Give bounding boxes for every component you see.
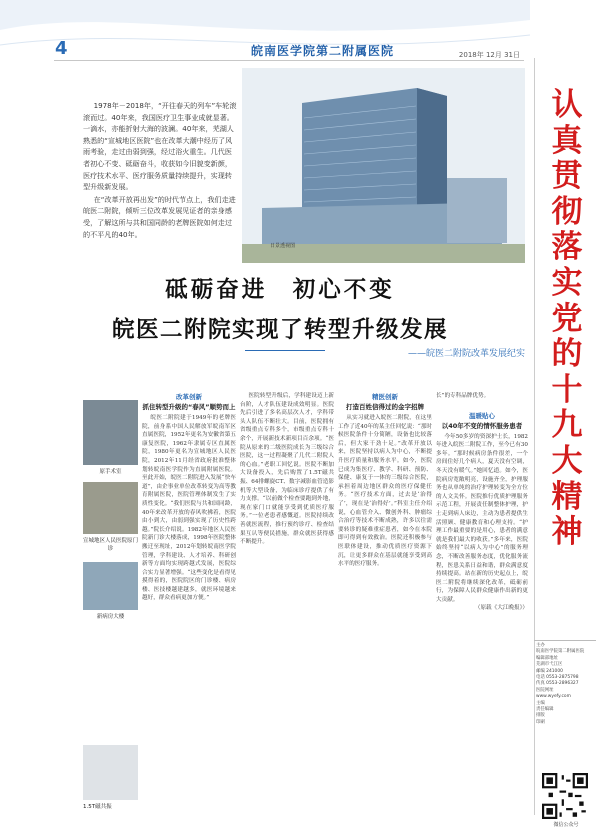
photo-caption: 原手术室 <box>99 469 122 475</box>
newspaper-masthead: 皖南医学院第二附属医院 <box>250 44 394 58</box>
intro-paragraph: 在“改革开放再出发”的时代节点上，我们走进皖医二附院，倾听三位改革发展见证者的亲身感受，了解这所与共和国同龄的老牌医院如何走过的不平凡的40年。 <box>83 194 236 239</box>
article-source: （原载《大江晚报》） <box>474 605 528 612</box>
section-title: 打造百姓信得过的金字招牌 <box>346 403 424 411</box>
qr-caption: 微信公众号 <box>553 822 579 828</box>
masthead-line: 芜湖市弋江区 <box>536 662 563 668</box>
headline-line-2: 皖医二附院实现了转型升级发展 <box>111 317 448 343</box>
old-operating-room-photo <box>83 400 138 465</box>
masthead-line: 传真 0553-2896327 <box>536 681 579 687</box>
wechat-qr-code[interactable] <box>542 773 588 819</box>
header-divider <box>54 60 524 61</box>
article-column-3 <box>338 392 432 812</box>
page-number: 4 <box>55 38 68 59</box>
article-column-1 <box>142 392 236 812</box>
section-label: 精医创新 <box>372 393 398 401</box>
masthead-line: 排版 <box>536 713 545 719</box>
hero-caption: 日景透视图 <box>270 243 296 249</box>
sidebar-masthead-info <box>534 640 596 790</box>
article-column-4 <box>436 392 528 812</box>
article-body: 从实习就进入皖医二附院，在这里工作了近40年的某主任回忆说：“那时候医院条件十分简陋，设备也比较落后，但大家干劲十足。”改革开放以来，医院坚持以病人为中心，不断提升医疗质量和服务水平。如今，医院已成为集医疗、教学、科研、预防、保健、康复于一体的三级综合医院，承担着周边地区群众的医疗保健任务。“医疗技术方面，过去是‘治得了’，现在是‘治得好’。”科室主任介绍说，心血管介入、微创外科、肿瘤综合治疗等技术不断成熟，许多以往需要转诊的疑难重症患者，如今在本院即可得到有效救治。医院还积极参与医联体建设，推动优质医疗资源下沉，让更多群众在基层就能享受到高水平的医疗服务。 <box>338 415 432 568</box>
masthead-line: 主编 <box>536 700 545 706</box>
section-title: 以40年不变的情怀服务患者 <box>441 421 523 430</box>
masthead-line: 皖南医学院第二附属医院 <box>536 649 585 655</box>
article-body: 皖医二附院建于1949年的老牌医院，前身系中国人民解放军皖南军区直属医院，1952年更名为安徽省第五康复医院，1962年隶属专区直属医院，1980年更名为宣城地区人民医院，2012年11月经省政府批准整体划转皖南医学院作为直属附属医院。至此开始，皖医二附院进入发展“快车道”，由企事业单位改革转变为高等教育附属医院，医院管理体制发生了实质性变化。“我们医院与共和国同龄，40年来改革开放的春风吹拂着，医院由小到大，由弱到强实现了历史性跨越。”院长介绍说。1982年地区人民医院新门诊大楼落成，1998年医院整体搬迁至现址，2012年划转皖南医学院管理，学科建设、人才培养、科研创新等方面均实现跨越式发展，医院综合实力显著增强。“这些变化是看得见摸得着的，医院院区的门诊楼、病房楼、医技楼越建越多，就医环境越来越好，群众看病更加方便。” <box>142 415 236 602</box>
article-body: 今年50多岁的资深护士长，1982年进入皖医二附院工作，至今已有30多年。“那时候病房条件很差，一个房间住好几个病人，夏天没有空调，冬天没有暖气。”她回忆道。如今，医院病房宽敞明亮，设施齐全，护理服务也从单纯的治疗护理转变为全方位的人文关怀。医院推行优质护理服务示范工程，开展责任制整体护理，护士走到病人床边，主动为患者提供生活照顾、健康教育和心理支持。“护理工作最重要的是用心，患者的满意就是我们最大的收获。”多年来，医院始终坚持“以病人为中心”的服务理念，不断改善服务态度，优化服务流程，医患关系日益和谐，群众满意度持续提高。站在新的历史起点上，皖医二附院将继续深化改革，砥砺前行，为保障人民群众健康作出新的更大贡献。 <box>436 433 528 603</box>
section-title: 抓住转型升级的“春风”顺势而上 <box>142 403 236 411</box>
masthead-line: www.wyefy.com <box>536 694 571 700</box>
masthead-line: 邮编 241000 <box>536 668 563 674</box>
article-body-continued: 长”的专科品牌优势。 <box>436 393 490 399</box>
masthead-line: 编辑部地址 <box>536 655 558 661</box>
intro-text <box>83 100 238 250</box>
section-label: 改革创新 <box>176 393 202 401</box>
subheadline: ——皖医二附院改革发展纪实 <box>407 349 525 359</box>
mri-scanner-photo <box>83 745 138 800</box>
masthead-line: 责任编辑 <box>536 707 554 713</box>
photo-caption: 1.5T磁共振 <box>83 804 112 810</box>
sidebar <box>534 58 598 828</box>
article-column-2 <box>240 392 334 812</box>
photo-caption: 新病房大楼 <box>96 614 125 620</box>
section-label: 温暖贴心 <box>469 411 495 420</box>
headline-line-1: 砥砺奋进 初心不变 <box>165 277 395 303</box>
issue-date: 2018年 12月 31日 <box>458 51 520 59</box>
article-body: 医院转型升级后，学科建设迈上新台阶，人才队伍建设成效明显。医院先后引进了多名高层次人才，学科带头人队伍不断壮大。目前，医院拥有省级重点专科多个，市级重点专科十余个，开展新技术新项目百余项。“医院从原来的二级医院成长为三级综合医院，这一过程凝聚了几代二附院人的心血。”老职工回忆说。医院不断加大设备投入，先后购置了1.5T磁共振、64排螺旋CT、数字减影血管造影机等大型设备，为临床诊疗提供了有力支撑。“以前做个检查要跑到外地，现在家门口就能享受到优质医疗服务。”一位老患者感慨道。医院持续改善就医流程，推行预约诊疗、检查结果互认等便民措施，群众就医获得感不断提升。 <box>240 393 334 546</box>
sidebar-slogan: 认真贯彻落实党的十九大精神 <box>551 87 583 551</box>
masthead-line: 电话 0553-2875798 <box>536 675 579 681</box>
old-outpatient-building-photo <box>83 482 138 534</box>
intro-paragraph: 1978年－2018年，“开往春天的列车”车轮滚滚而过。40年来，我国医疗卫生事业成就显著。一滴水，亦能折射大海的波澜。40年来，芜湖人熟悉的“宣城地区医院”也在改革大潮中经历了风雨考验，走过由弱到强，经过浴火重生。几代医者初心不变、砥砺奋斗，收获如今旧貌变新颜，医疗技术水平、医疗服务质量持续提升，实现转型升级新发展。 <box>83 101 237 192</box>
masthead-line: 医院网址 <box>536 687 554 693</box>
photo-column <box>83 400 139 810</box>
masthead-line: 印刷 <box>536 719 545 725</box>
masthead-line: 主办 <box>536 643 545 648</box>
photo-caption: 宣城地区人民医院原门诊 <box>83 538 139 552</box>
hospital-rendering-image <box>242 68 525 263</box>
new-ward-building-photo <box>83 562 138 610</box>
